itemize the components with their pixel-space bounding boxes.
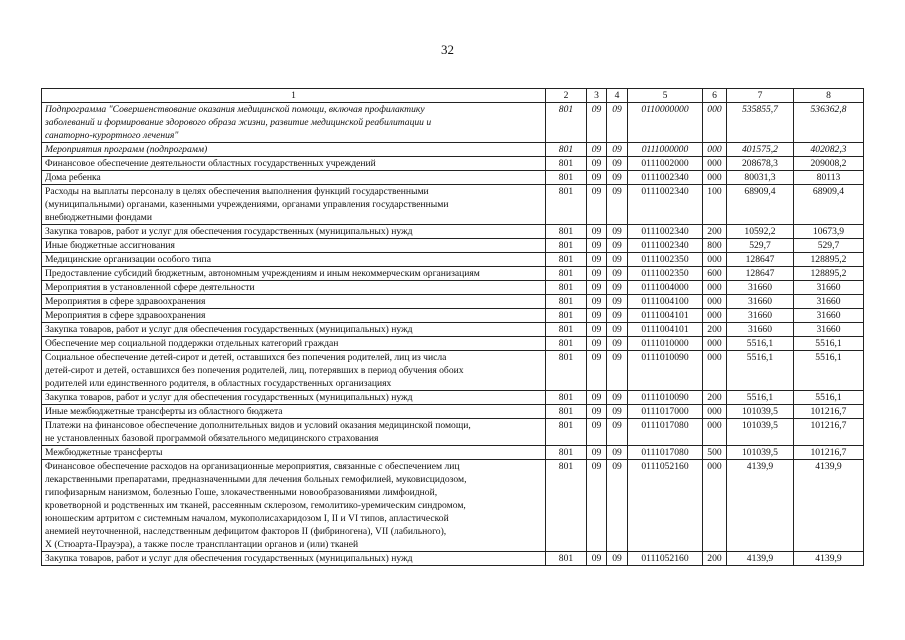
- header-cell: 6: [703, 89, 727, 103]
- expense-type-cell: 100: [703, 185, 727, 225]
- amount-year2-cell: 101216,7: [794, 419, 864, 446]
- amount-year2-cell: 31660: [794, 295, 864, 309]
- amount-year2-cell: 31660: [794, 281, 864, 295]
- expense-type-cell: 000: [703, 103, 727, 143]
- amount-year1-cell: 68909,4: [727, 185, 794, 225]
- item-name-cell: Подпрограмма "Совершенствование оказания медицинской помощи, включая профилактику заболеваний и формирование здорового образа жизни, развитие медицинской реабилитации и санаторно-курортного лечения": [42, 103, 546, 143]
- subsection-code-cell: 09: [607, 225, 628, 239]
- amount-year1-cell: 101039,5: [727, 419, 794, 446]
- amount-year2-cell: 209008,2: [794, 157, 864, 171]
- expense-type-cell: 000: [703, 405, 727, 419]
- section-code-cell: 09: [587, 239, 607, 253]
- amount-year1-cell: 128647: [727, 267, 794, 281]
- dept-code-cell: 801: [546, 446, 587, 460]
- section-code-cell: 09: [587, 309, 607, 323]
- subsection-code-cell: 09: [607, 239, 628, 253]
- item-name-cell: Мероприятия в сфере здравоохранения: [42, 309, 546, 323]
- dept-code-cell: 801: [546, 225, 587, 239]
- amount-year2-cell: 5516,1: [794, 391, 864, 405]
- expense-type-cell: 000: [703, 351, 727, 391]
- table-row: [42, 351, 864, 391]
- amount-year1-cell: 5516,1: [727, 337, 794, 351]
- expense-type-cell: 200: [703, 323, 727, 337]
- subsection-code-cell: 09: [607, 323, 628, 337]
- item-name-cell: Расходы на выплаты персоналу в целях обеспечения выполнения функций государственными (муниципальными) органами, казенными учреждениями, органами управления государственными внебюджетными фондами: [42, 185, 546, 225]
- section-code-cell: 09: [587, 267, 607, 281]
- item-name-cell: Закупка товаров, работ и услуг для обеспечения государственных (муниципальных) нужд: [42, 552, 546, 566]
- expense-type-cell: 000: [703, 171, 727, 185]
- item-name-cell: Иные бюджетные ассигнования: [42, 239, 546, 253]
- expense-type-cell: 000: [703, 460, 727, 552]
- section-code-cell: 09: [587, 419, 607, 446]
- section-code-cell: 09: [587, 143, 607, 157]
- item-name-cell: Мероприятия программ (подпрограмм): [42, 143, 546, 157]
- expense-type-cell: 200: [703, 552, 727, 566]
- section-code-cell: 09: [587, 103, 607, 143]
- item-name-cell: Финансовое обеспечение расходов на организационные мероприятия, связанные с обеспечением лиц лекарственными препаратами, предназначенными для лечения больных гемофилией, муковисцидозом, гипофизарным нанизмом, болезнью Гоше, злокачественными новообразованиями лимфоидной, кроветворной и родственных им тканей, рассеянным склерозом, гемолитико-уремическим синдромом, юношеским артритом с системным началом, мукополисахаридозом I, II и VI типов, апластической анемией неуточненной, наследственным дефицитом факторов II (фибриногена), VII (лабильного), X (Стюарта-Прауэра), а также после трансплантации органов и (или) тканей: [42, 460, 546, 552]
- section-code-cell: 09: [587, 552, 607, 566]
- dept-code-cell: 801: [546, 171, 587, 185]
- dept-code-cell: 801: [546, 239, 587, 253]
- dept-code-cell: 801: [546, 391, 587, 405]
- subsection-code-cell: 09: [607, 391, 628, 405]
- item-name-cell: Дома ребенка: [42, 171, 546, 185]
- amount-year2-cell: 5516,1: [794, 351, 864, 391]
- expense-type-cell: 000: [703, 295, 727, 309]
- table-row: [42, 267, 864, 281]
- item-name-cell: Межбюджетные трансферты: [42, 446, 546, 460]
- table-row: [42, 143, 864, 157]
- section-code-cell: 09: [587, 405, 607, 419]
- section-code-cell: 09: [587, 171, 607, 185]
- amount-year1-cell: 128647: [727, 253, 794, 267]
- item-name-cell: Закупка товаров, работ и услуг для обеспечения государственных (муниципальных) нужд: [42, 225, 546, 239]
- dept-code-cell: 801: [546, 281, 587, 295]
- expense-type-cell: 500: [703, 446, 727, 460]
- expense-type-cell: 000: [703, 157, 727, 171]
- expense-type-cell: 000: [703, 309, 727, 323]
- section-code-cell: 09: [587, 460, 607, 552]
- target-article-cell: 0111000000: [628, 143, 703, 157]
- amount-year2-cell: 529,7: [794, 239, 864, 253]
- item-name-cell: Платежи на финансовое обеспечение дополнительных видов и условий оказания медицинской помощи, не установленных базовой программой обязательного медицинского страхования: [42, 419, 546, 446]
- amount-year2-cell: 128895,2: [794, 253, 864, 267]
- target-article-cell: 0111002000: [628, 157, 703, 171]
- subsection-code-cell: 09: [607, 309, 628, 323]
- dept-code-cell: 801: [546, 143, 587, 157]
- item-name-cell: Медицинские организации особого типа: [42, 253, 546, 267]
- amount-year2-cell: 402082,3: [794, 143, 864, 157]
- header-row: [42, 89, 864, 103]
- target-article-cell: 0111004000: [628, 281, 703, 295]
- dept-code-cell: 801: [546, 337, 587, 351]
- amount-year2-cell: 101216,7: [794, 446, 864, 460]
- table-row: [42, 460, 864, 552]
- section-code-cell: 09: [587, 337, 607, 351]
- item-name-cell: Социальное обеспечение детей-сирот и детей, оставшихся без попечения родителей, лиц из числа детей-сирот и детей, оставшихся без попечения родителей, лиц, потерявших в период обучения обоих родителей или единственного родителя, в областных государственных организациях: [42, 351, 546, 391]
- expense-type-cell: 800: [703, 239, 727, 253]
- table-row: [42, 552, 864, 566]
- section-code-cell: 09: [587, 323, 607, 337]
- amount-year1-cell: 101039,5: [727, 405, 794, 419]
- subsection-code-cell: 09: [607, 253, 628, 267]
- subsection-code-cell: 09: [607, 143, 628, 157]
- section-code-cell: 09: [587, 446, 607, 460]
- item-name-cell: Предоставление субсидий бюджетным, автономным учреждениям и иным некоммерческим организациям: [42, 267, 546, 281]
- amount-year2-cell: 4139,9: [794, 552, 864, 566]
- expense-type-cell: 000: [703, 337, 727, 351]
- amount-year2-cell: 80113: [794, 171, 864, 185]
- table-row: [42, 323, 864, 337]
- target-article-cell: 0111017080: [628, 419, 703, 446]
- item-name-cell: Закупка товаров, работ и услуг для обеспечения государственных (муниципальных) нужд: [42, 391, 546, 405]
- item-name-cell: Обеспечение мер социальной поддержки отдельных категорий граждан: [42, 337, 546, 351]
- expense-type-cell: 200: [703, 391, 727, 405]
- amount-year1-cell: 31660: [727, 281, 794, 295]
- expense-type-cell: 000: [703, 281, 727, 295]
- dept-code-cell: 801: [546, 309, 587, 323]
- subsection-code-cell: 09: [607, 185, 628, 225]
- section-code-cell: 09: [587, 351, 607, 391]
- section-code-cell: 09: [587, 281, 607, 295]
- amount-year1-cell: 80031,3: [727, 171, 794, 185]
- table-row: [42, 391, 864, 405]
- dept-code-cell: 801: [546, 295, 587, 309]
- section-code-cell: 09: [587, 225, 607, 239]
- header-cell: 5: [628, 89, 703, 103]
- amount-year2-cell: 10673,9: [794, 225, 864, 239]
- subsection-code-cell: 09: [607, 281, 628, 295]
- amount-year2-cell: 101216,7: [794, 405, 864, 419]
- expense-type-cell: 200: [703, 225, 727, 239]
- target-article-cell: 0110000000: [628, 103, 703, 143]
- subsection-code-cell: 09: [607, 171, 628, 185]
- header-cell: 7: [727, 89, 794, 103]
- expense-type-cell: 600: [703, 267, 727, 281]
- dept-code-cell: 801: [546, 103, 587, 143]
- subsection-code-cell: 09: [607, 295, 628, 309]
- target-article-cell: 0111002340: [628, 239, 703, 253]
- target-article-cell: 0111002340: [628, 225, 703, 239]
- subsection-code-cell: 09: [607, 337, 628, 351]
- expense-type-cell: 000: [703, 419, 727, 446]
- target-article-cell: 0111017080: [628, 446, 703, 460]
- header-cell: 1: [42, 89, 546, 103]
- dept-code-cell: 801: [546, 157, 587, 171]
- expense-type-cell: 000: [703, 143, 727, 157]
- target-article-cell: 0111004101: [628, 309, 703, 323]
- target-article-cell: 0111002350: [628, 253, 703, 267]
- table-row: [42, 157, 864, 171]
- subsection-code-cell: 09: [607, 419, 628, 446]
- target-article-cell: 0111017000: [628, 405, 703, 419]
- table-row: [42, 405, 864, 419]
- subsection-code-cell: 09: [607, 351, 628, 391]
- dept-code-cell: 801: [546, 185, 587, 225]
- table-row: [42, 103, 864, 143]
- amount-year2-cell: 31660: [794, 309, 864, 323]
- target-article-cell: 0111004101: [628, 323, 703, 337]
- target-article-cell: 0111010090: [628, 391, 703, 405]
- amount-year1-cell: 401575,2: [727, 143, 794, 157]
- amount-year1-cell: 10592,2: [727, 225, 794, 239]
- amount-year1-cell: 101039,5: [727, 446, 794, 460]
- section-code-cell: 09: [587, 391, 607, 405]
- target-article-cell: 0111004100: [628, 295, 703, 309]
- amount-year2-cell: 31660: [794, 323, 864, 337]
- amount-year1-cell: 208678,3: [727, 157, 794, 171]
- amount-year1-cell: 31660: [727, 295, 794, 309]
- table-row: [42, 225, 864, 239]
- header-cell: 2: [546, 89, 587, 103]
- amount-year1-cell: 5516,1: [727, 351, 794, 391]
- subsection-code-cell: 09: [607, 446, 628, 460]
- amount-year2-cell: 128895,2: [794, 267, 864, 281]
- item-name-cell: Финансовое обеспечение деятельности областных государственных учреждений: [42, 157, 546, 171]
- subsection-code-cell: 09: [607, 552, 628, 566]
- table-row: [42, 446, 864, 460]
- expense-type-cell: 000: [703, 253, 727, 267]
- amount-year1-cell: 31660: [727, 309, 794, 323]
- table-body: [42, 103, 864, 566]
- item-name-cell: Иные межбюджетные трансферты из областного бюджета: [42, 405, 546, 419]
- item-name-cell: Мероприятия в установленной сфере деятельности: [42, 281, 546, 295]
- amount-year1-cell: 4139,9: [727, 552, 794, 566]
- subsection-code-cell: 09: [607, 405, 628, 419]
- amount-year1-cell: 5516,1: [727, 391, 794, 405]
- target-article-cell: 0111052160: [628, 552, 703, 566]
- subsection-code-cell: 09: [607, 157, 628, 171]
- target-article-cell: 0111002340: [628, 185, 703, 225]
- item-name-cell: Мероприятия в сфере здравоохранения: [42, 295, 546, 309]
- section-code-cell: 09: [587, 157, 607, 171]
- table-row: [42, 185, 864, 225]
- target-article-cell: 0111010000: [628, 337, 703, 351]
- amount-year1-cell: 31660: [727, 323, 794, 337]
- table-row: [42, 419, 864, 446]
- amount-year2-cell: 4139,9: [794, 460, 864, 552]
- target-article-cell: 0111010090: [628, 351, 703, 391]
- target-article-cell: 0111052160: [628, 460, 703, 552]
- dept-code-cell: 801: [546, 460, 587, 552]
- table-row: [42, 239, 864, 253]
- table-row: [42, 171, 864, 185]
- table-row: [42, 253, 864, 267]
- amount-year1-cell: 535855,7: [727, 103, 794, 143]
- dept-code-cell: 801: [546, 323, 587, 337]
- dept-code-cell: 801: [546, 351, 587, 391]
- target-article-cell: 0111002350: [628, 267, 703, 281]
- section-code-cell: 09: [587, 185, 607, 225]
- table-row: [42, 309, 864, 323]
- amount-year1-cell: 529,7: [727, 239, 794, 253]
- amount-year2-cell: 5516,1: [794, 337, 864, 351]
- header-cell: 3: [587, 89, 607, 103]
- budget-table: [41, 88, 864, 566]
- section-code-cell: 09: [587, 295, 607, 309]
- dept-code-cell: 801: [546, 267, 587, 281]
- amount-year2-cell: 68909,4: [794, 185, 864, 225]
- amount-year1-cell: 4139,9: [727, 460, 794, 552]
- dept-code-cell: 801: [546, 405, 587, 419]
- header-cell: 8: [794, 89, 864, 103]
- item-name-cell: Закупка товаров, работ и услуг для обеспечения государственных (муниципальных) нужд: [42, 323, 546, 337]
- table-row: [42, 295, 864, 309]
- amount-year2-cell: 536362,8: [794, 103, 864, 143]
- dept-code-cell: 801: [546, 419, 587, 446]
- subsection-code-cell: 09: [607, 460, 628, 552]
- dept-code-cell: 801: [546, 253, 587, 267]
- header-cell: 4: [607, 89, 628, 103]
- target-article-cell: 0111002340: [628, 171, 703, 185]
- table-row: [42, 337, 864, 351]
- page-number: 32: [441, 42, 454, 57]
- dept-code-cell: 801: [546, 552, 587, 566]
- section-code-cell: 09: [587, 253, 607, 267]
- table-row: [42, 281, 864, 295]
- subsection-code-cell: 09: [607, 103, 628, 143]
- subsection-code-cell: 09: [607, 267, 628, 281]
